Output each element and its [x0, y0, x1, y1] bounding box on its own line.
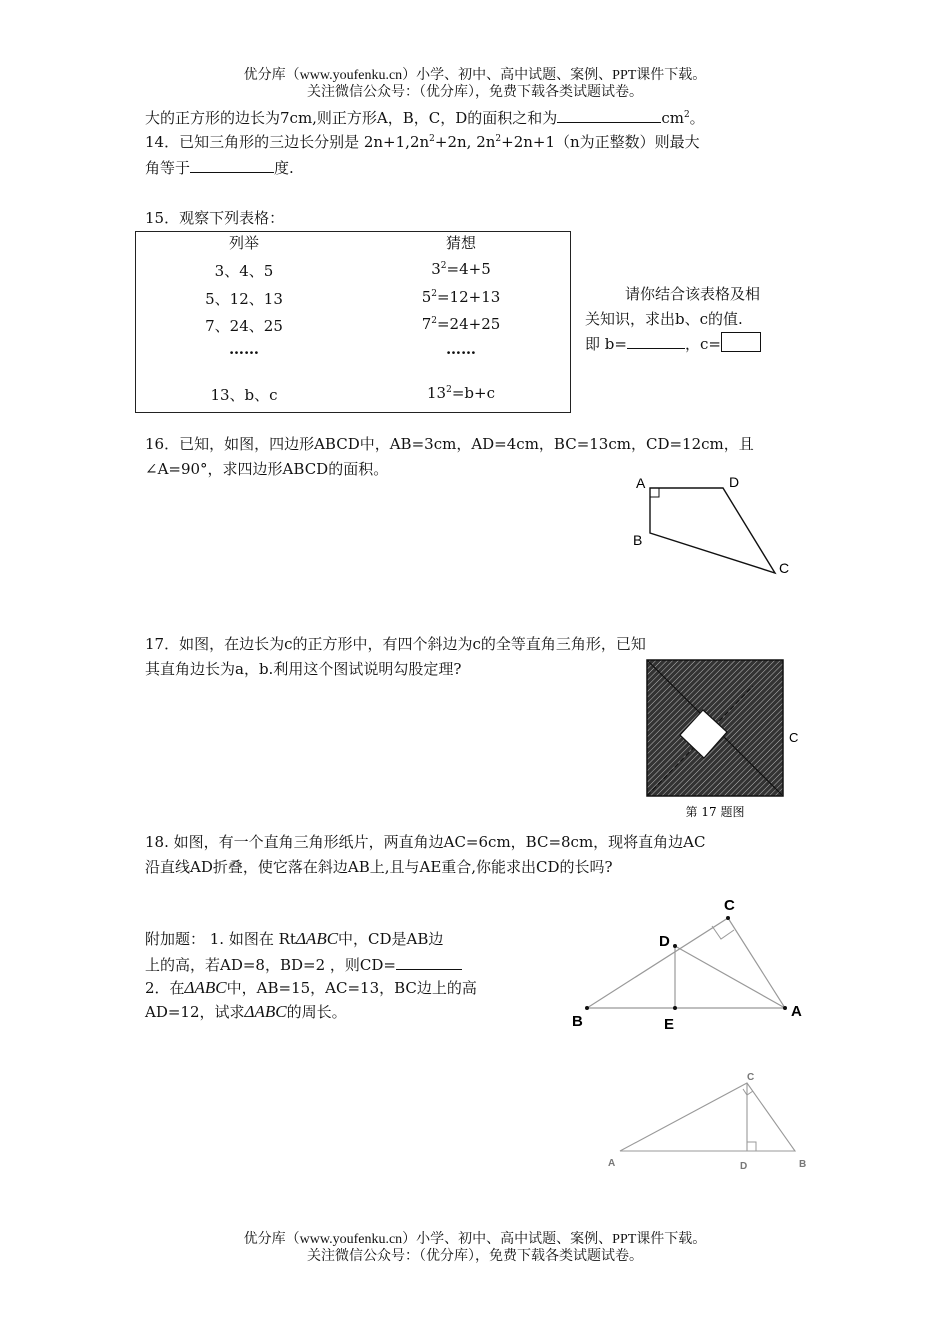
q15-row-2-list: 5、12、13 [205, 290, 283, 308]
label-c: C [747, 1072, 755, 1083]
extra-line3-a: 2．在 [145, 979, 185, 997]
q18-line-1: 18. 如图，有一个直角三角形纸片，两直角边AC=6cm，BC=8cm，现将直角边AC [145, 833, 706, 851]
point-a [783, 1006, 787, 1010]
label-d: D [740, 1161, 748, 1172]
triangle-symbol-3: ΔABC [244, 1002, 287, 1021]
label-e: E [664, 1016, 675, 1033]
q15-row-1-list: 3、4、5 [214, 262, 274, 280]
guess-rest: =4+5 [446, 260, 491, 278]
fold-line-ad [675, 946, 785, 1008]
q14-line-2 [145, 156, 294, 181]
point-d [673, 944, 677, 948]
extra-line3-b: 中，AB=15，AC=13，BC边上的高 [226, 979, 477, 997]
guess-base: 5 [421, 288, 432, 306]
triangle-abc [620, 1083, 795, 1151]
guess-base: 3 [431, 260, 441, 278]
q15-row-5-list: 13、b、c [210, 386, 278, 404]
q15-side-line-3 [585, 332, 761, 357]
guess-rest: =b+c [451, 384, 495, 402]
triangle-abc [587, 918, 785, 1008]
q15-row-4-guess: …… [446, 340, 476, 358]
guess-sup: 2 [446, 385, 452, 395]
label-a: A [608, 1158, 616, 1169]
right-angle-mark [712, 926, 734, 939]
guess-sup: 2 [431, 289, 437, 299]
guess-sup: 2 [431, 316, 437, 326]
q13-end: 。 [689, 109, 705, 127]
q13-unit: cm [661, 109, 684, 127]
label-b: B [799, 1159, 807, 1170]
extra-line1-a: 附加题： 1. 如图在 Rt [145, 930, 296, 948]
q15-col-list: 列举 [228, 234, 259, 252]
label-c: C [779, 560, 790, 576]
q15-side-text [585, 282, 761, 357]
q17-line-2: 其直角边长为a，b.利用这个图试说明勾股定理? [145, 660, 462, 678]
q13-unit-sup: 2 [683, 110, 690, 120]
extra-cd-blank[interactable] [396, 953, 462, 970]
q14-sup-2: 2 [495, 134, 502, 144]
guess-rest: =12+13 [436, 288, 501, 306]
label-b: B [633, 532, 643, 548]
q14-answer-blank[interactable] [190, 156, 274, 173]
q15-col-guess: 猜想 [445, 234, 476, 252]
label-b: B [572, 1013, 583, 1030]
q16-line-1: 16．已知，如图，四边形ABCD中，AB=3cm，AD=4cm，BC=13cm，CD=12cm，且 [145, 435, 754, 453]
q13-answer-blank[interactable] [557, 106, 661, 123]
q15-c-label: ，c= [684, 335, 721, 353]
q17-square-figure [643, 656, 808, 824]
label-d: D [729, 474, 740, 490]
extra-line-3 [145, 975, 477, 1001]
guess-rest: =24+25 [436, 315, 501, 333]
q15-c-box[interactable] [721, 332, 761, 352]
q14-sup-1: 2 [429, 134, 435, 144]
extra-line2-a: 上的高，若AD=8，BD=2 ，则CD= [145, 956, 396, 974]
point-e [673, 1006, 677, 1010]
guess-sup: 2 [440, 261, 447, 271]
guess-base: 13 [427, 384, 447, 402]
q16-quadrilateral-figure [625, 470, 800, 582]
triangle-symbol-2: ΔABC [184, 978, 227, 997]
q15-row-4-list: …… [229, 340, 259, 358]
label-d: D [659, 933, 670, 950]
q15-side-line-1: 请你结合该表格及相 [625, 285, 761, 303]
q14-part-c: +2n+1（n为正整数）则最大 [501, 133, 700, 151]
label-c: C [724, 897, 735, 914]
q15-title: 15．观察下列表格： [145, 209, 285, 227]
q15-row-3-guess [391, 315, 531, 333]
q15-row-1-guess [391, 260, 531, 278]
label-a: A [636, 475, 646, 491]
q14-line2-a: 角等于 [145, 159, 191, 177]
q15-row-3-list: 7、24、25 [205, 317, 283, 335]
q15-b-label: 即 b= [585, 335, 627, 353]
q15-row-2-guess [391, 288, 531, 306]
extra-line-1 [145, 926, 443, 952]
q15-table [135, 231, 571, 413]
q13-body: 大的正方形的边长为7cm,则正方形A，B，C，D的面积之和为 [145, 109, 558, 127]
extra-line4-b: 的周长。 [286, 1003, 347, 1021]
q15-b-blank[interactable] [627, 332, 685, 349]
q15-row-5-guess [391, 384, 531, 402]
q16-line-2: ∠A=90°，求四边形ABCD的面积。 [145, 460, 389, 478]
point-c [726, 916, 730, 920]
extra-line4-a: AD=12，试求 [145, 1003, 245, 1021]
q14-part-b: +2n, 2n [434, 133, 496, 151]
q14-part-a: 14．已知三角形的三边长分别是 2n+1,2n [145, 133, 430, 151]
label-a: A [791, 1003, 802, 1020]
altitude-right-angle [747, 1142, 756, 1151]
fig-caption: 第 17 题图 [685, 805, 745, 819]
q18-line-2: 沿直线AD折叠，使它落在斜边AB上,且与AE重合,你能求出CD的长吗? [145, 858, 613, 876]
q18-triangle-figure [565, 890, 815, 1038]
header-line-1: 优分库（www.youfenku.cn）小学、初中、高中试题、案例、PPT课件下载。 [243, 68, 707, 83]
extra-line1-b: 中，CD是AB边 [338, 930, 444, 948]
point-b [585, 1006, 589, 1010]
q13-text [145, 106, 705, 131]
guess-base: 7 [421, 315, 432, 333]
quad-outline [650, 488, 775, 573]
q15-side-line-2: 关知识，求出b、c的值. [585, 310, 743, 328]
q14-line-1 [145, 130, 700, 155]
q14-line2-b: 度. [274, 159, 294, 177]
q17-line-1: 17．如图，在边长为c的正方形中，有四个斜边为c的全等直角三角形，已知 [145, 635, 646, 653]
footer-line-1: 优分库（www.youfenku.cn）小学、初中、高中试题、案例、PPT课件下载。 [243, 1232, 707, 1247]
label-c: C [789, 730, 799, 745]
extra-line-4 [145, 999, 347, 1025]
header-line-2: 关注微信公众号：（优分库），免费下载各类试题试卷。 [307, 85, 643, 100]
extra-triangle-figure [600, 1065, 815, 1177]
right-angle-mark [650, 488, 659, 497]
triangle-symbol-1: ΔABC [295, 929, 339, 948]
footer-line-2: 关注微信公众号：（优分库），免费下载各类试题试卷。 [307, 1249, 643, 1264]
